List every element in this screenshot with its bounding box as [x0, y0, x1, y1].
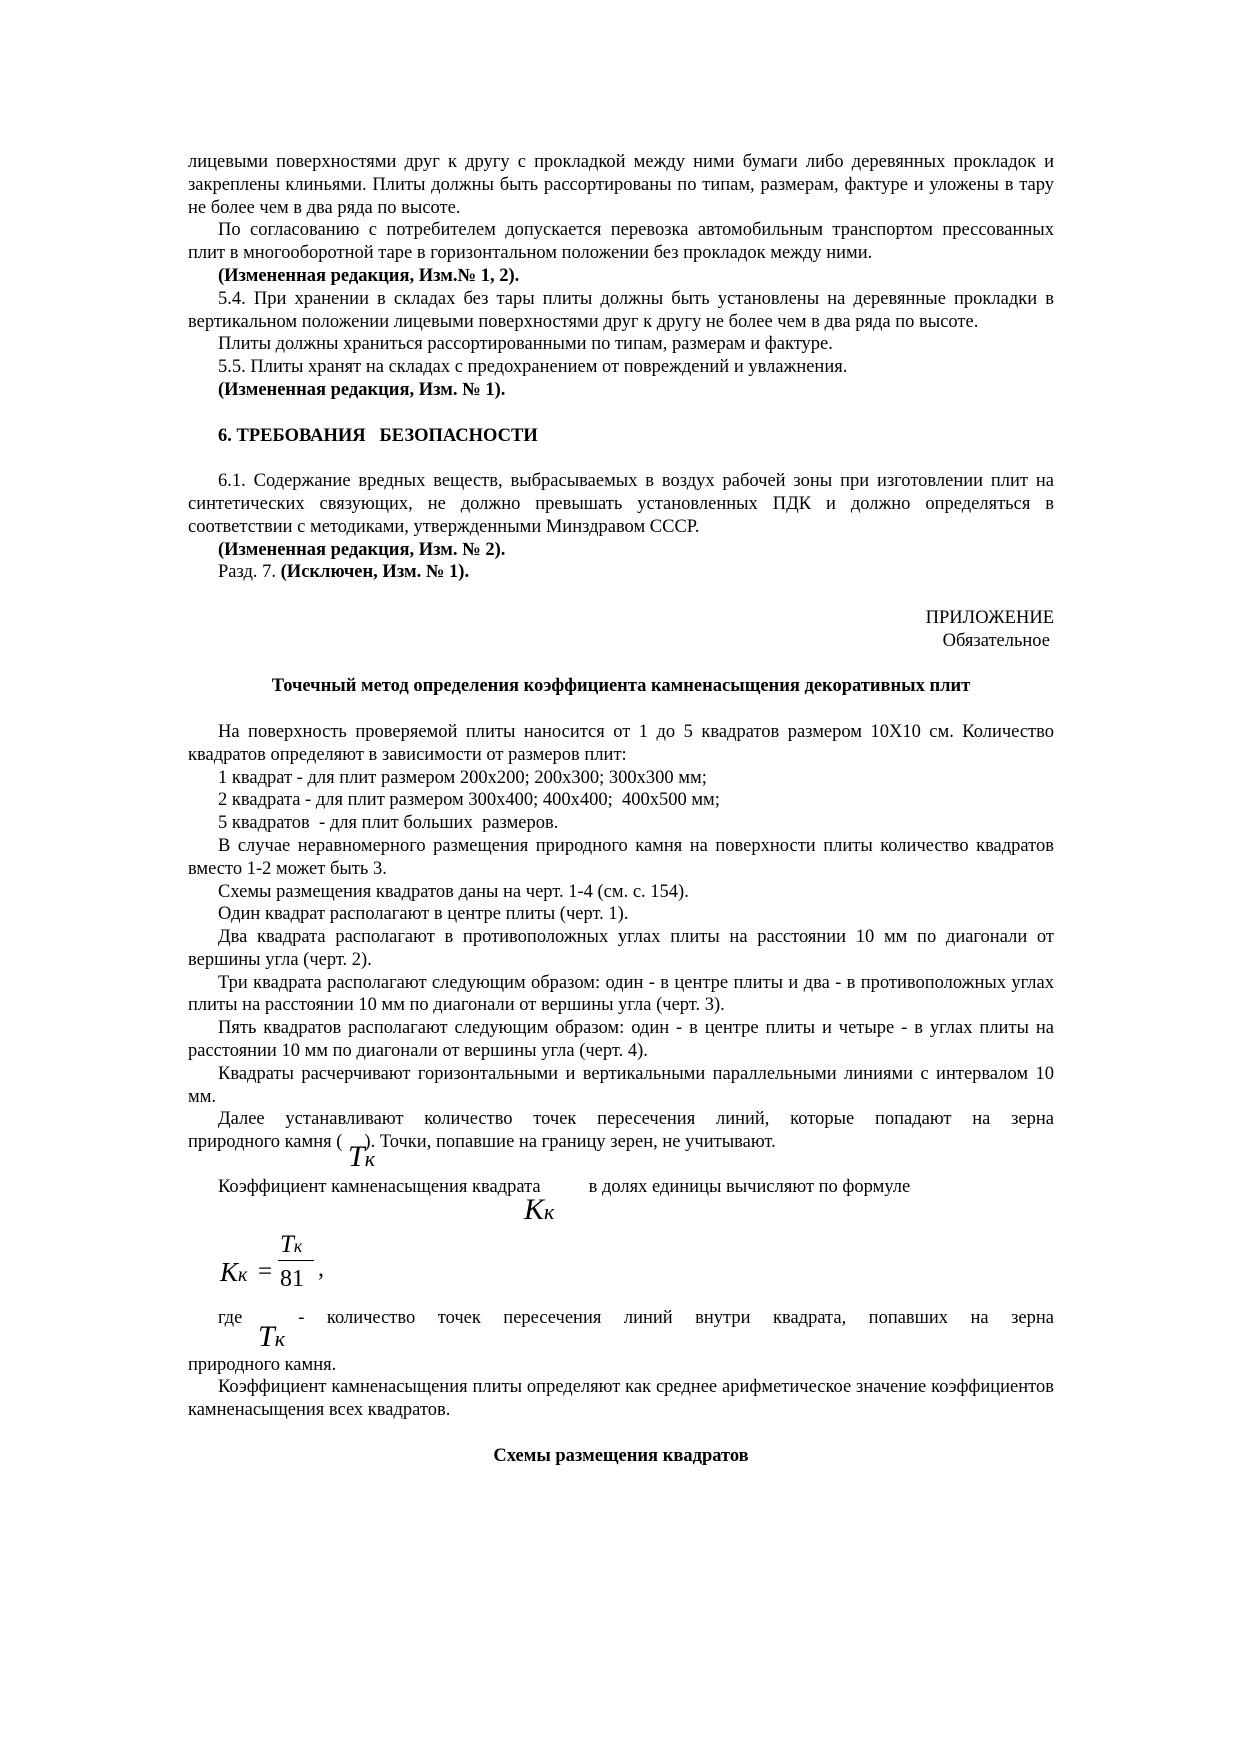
paragraph: Три квадрата располагают следующим образом: один - в центре плиты и два - в противоположных углах плиты на расстоянии 10 мм по диагонали от вершины угла (черт. 3). — [188, 972, 1054, 1016]
paragraph: Квадраты расчерчивают горизонтальными и вертикальными параллельными линиями с интервалом 10 мм. — [188, 1063, 1054, 1107]
appendix-heading: Точечный метод определения коэффициента камненасыщения декоративных плит — [271, 676, 971, 697]
paragraph: На поверхность проверяемой плиты наносится от 1 до 5 квадратов размером 10Х10 см. Количество квадратов определяют в зависимости от размеров плит: — [188, 721, 1054, 765]
text-fragment: Коэффициент камненасыщения квадрата — [218, 1177, 541, 1198]
text-fragment: где — [218, 1307, 243, 1328]
formula-lhs: Kк — [220, 1256, 248, 1287]
document-page — [188, 151, 1054, 1468]
formula-var-tk: Tк — [258, 1319, 285, 1353]
formula-var-row — [188, 1319, 1054, 1354]
paragraph: Коэффициент камненасыщения плиты определяют как среднее арифметическое значение коэффициентов камненасыщения всех квадратов. — [188, 1377, 1054, 1421]
formula-var-tk: Tк — [348, 1140, 375, 1174]
paragraph: природного камня. — [188, 1354, 337, 1375]
formula — [188, 1227, 1054, 1307]
schemes-heading: Схемы размещения квадратов — [493, 1445, 749, 1466]
paragraph — [188, 1131, 1054, 1154]
formula-numerator: Tк — [280, 1230, 303, 1258]
appendix-title: ПРИЛОЖЕНИЕ — [925, 607, 1054, 628]
paragraph: 5.4. При хранении в складах без тары плиты должны быть установлены на деревянные прокладки в вертикальном положении лицевыми поверхностями друг к другу не более чем в два ряда по высоте. — [188, 288, 1054, 332]
text-fragment: ). Точки, попавшие на границу зерен, не учитывают. — [364, 1132, 776, 1153]
formula-var-row — [188, 1192, 1054, 1227]
paragraph — [188, 1307, 1054, 1330]
paragraph: В случае неравномерного размещения природного камня на поверхности плиты количество квадратов вместо 1-2 может быть 3. — [188, 835, 1054, 879]
paragraph: Схемы размещения квадратов даны на черт. 1-4 (см. с. 154). — [218, 881, 689, 902]
paragraph: Далее устанавливают количество точек пересечения линий, которые попадают на зерна — [218, 1109, 1054, 1130]
paragraph: 6.1. Содержание вредных веществ, выбрасываемых в воздух рабочей зоны при изготовлении плит на синтетических связующих, не должно превышать установленных ПДК и должно определяться в соответствии с методиками, утвержденными Минздравом СССР. — [188, 471, 1054, 537]
section-ref: Разд. 7. — [218, 562, 281, 583]
list-item: 5 квадратов - для плит больших размеров. — [218, 813, 559, 834]
text-fragment: - количество точек пересечения линий внутри квадрата, попавших на зерна — [298, 1307, 1054, 1328]
list-item: 1 квадрат - для плит размером 200х200; 200х300; 300х300 мм; — [218, 767, 707, 788]
paragraph: Плиты должны храниться рассортированными по типам, размерам и фактуре. — [218, 334, 833, 355]
paragraph: лицевыми поверхностями друг к другу с прокладкой между ними бумаги либо деревянных прокладок и закреплены клиньями. Плиты должны быть рассортированы по типам, размерам, фактуре и уложены в тару не более чем в два ряда по высоте. — [188, 152, 1054, 218]
text-fragment: в долях единицы вычисляют по формуле — [588, 1177, 911, 1198]
paragraph: Пять квадратов располагают следующим образом: один - в центре плиты и четыре - в углах плиты на расстоянии 10 мм по диагонали от вершины угла (черт. 4). — [188, 1018, 1054, 1062]
formula-var-kk: Kк — [524, 1192, 555, 1226]
paragraph — [188, 561, 1054, 584]
paragraph: Два квадрата располагают в противоположных углах плиты на расстоянии 10 мм по диагонали от вершины угла (черт. 2). — [188, 927, 1054, 970]
formula-denominator: 81 — [280, 1265, 304, 1292]
formula-comma: , — [318, 1255, 324, 1282]
appendix-subtitle: Обязательное — [942, 630, 1050, 651]
paragraph: Один квадрат располагают в центре плиты (черт. 1). — [218, 904, 629, 925]
fraction-bar — [278, 1260, 314, 1261]
formula-equals: = — [258, 1257, 273, 1285]
paragraph — [188, 1176, 1054, 1199]
revision-note: (Измененная редакция, Изм. № 2). — [218, 539, 506, 560]
section-heading: 6. ТРЕБОВАНИЯ БЕЗОПАСНОСТИ — [218, 425, 538, 446]
revision-note: (Исключен, Изм. № 1). — [280, 562, 470, 583]
paragraph: По согласованию с потребителем допускается перевозка автомобильным транспортом прессованных плит в многооборотной таре в горизонтальном положении без прокладок между ними. — [188, 220, 1054, 264]
list-item: 2 квадрата - для плит размером 300х400; 400х400; 400х500 мм; — [218, 790, 720, 811]
revision-note: (Измененная редакция, Изм. № 1). — [218, 379, 506, 400]
text-fragment: природного камня ( — [188, 1132, 343, 1153]
revision-note: (Измененная редакция, Изм.№ 1, 2). — [218, 265, 520, 286]
paragraph: 5.5. Плиты хранят на складах с предохранением от повреждений и увлажнения. — [218, 357, 848, 378]
